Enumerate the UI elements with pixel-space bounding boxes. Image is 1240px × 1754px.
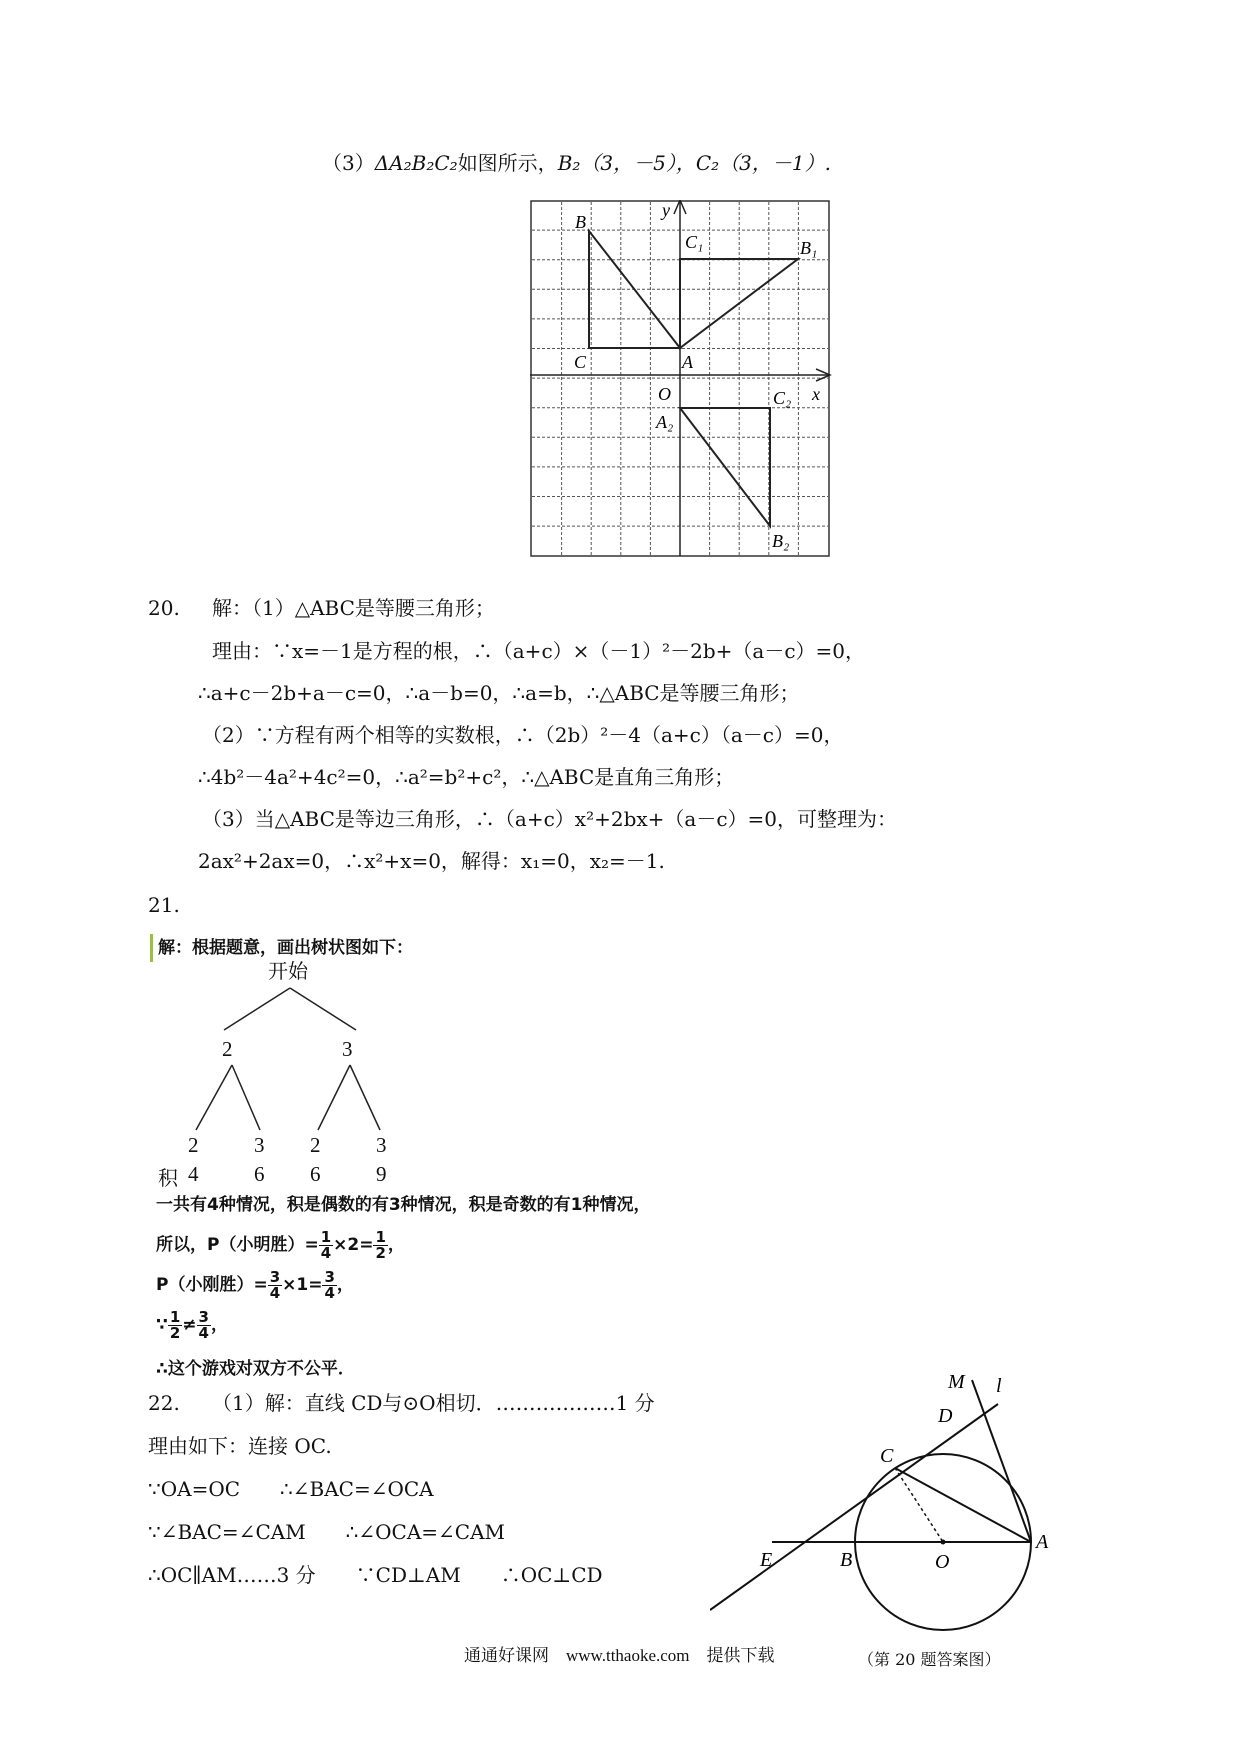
tree-product-a: 4 <box>188 1162 199 1186</box>
fig-label-d: D <box>938 1405 953 1427</box>
fig-label-o: O <box>935 1551 950 1573</box>
q20-line-4: ∴4b²－4a²+4c²=0，∴a²=b²+c²，∴△ABC是直角三角形； <box>198 765 735 789</box>
tree-edge-3-2 <box>318 1065 350 1130</box>
part3-b2: B₂（3，－5）， <box>557 151 696 175</box>
q20-line-2: ∴a+c－2b+a－c=0，∴a－b=0，∴a=b，∴△ABC是等腰三角形； <box>198 681 800 705</box>
because-frac2: $\frac{3}{4}$ <box>198 1307 209 1342</box>
part3-triangle: ΔA₂B₂C₂ <box>374 151 458 175</box>
q21-p-xiaogang <box>156 1268 354 1302</box>
label-x: x <box>812 384 820 404</box>
tree-product-label: 积 <box>158 1166 178 1190</box>
label-b2: B₂ <box>772 531 790 551</box>
tree-edge-3-3 <box>350 1065 380 1130</box>
q21-p-xiaoming <box>156 1228 405 1262</box>
tree-edge-root-3 <box>290 988 356 1030</box>
because-neq: ≠ <box>182 1315 197 1335</box>
segment-o-c <box>895 1468 943 1542</box>
label-c1: C₁ <box>685 232 704 252</box>
tree-product-b: 6 <box>254 1162 265 1186</box>
circle-tangent-figure <box>710 1372 1070 1632</box>
p-xiaogang-prefix: P（小刚胜）= <box>156 1275 268 1295</box>
part3-text: 如图所示， <box>457 151 558 175</box>
p-xiaoming-prefix: 所以，P（小明胜）= <box>156 1235 319 1255</box>
q22-line-1: 理由如下：连接 OC. <box>148 1434 332 1458</box>
label-y: y <box>662 200 670 220</box>
tree-level1-b: 3 <box>342 1037 353 1061</box>
figure-caption: （第 20 题答案图） <box>858 1650 1001 1669</box>
tree-level2-d: 3 <box>376 1133 387 1157</box>
q21-intro: 解：根据题意，画出树状图如下： <box>158 938 413 958</box>
center-point-o <box>941 1540 946 1545</box>
p-xiaoming-frac1: $\frac{1}{4}$ <box>320 1227 332 1262</box>
tree-level1-a: 2 <box>222 1037 233 1061</box>
q20-line-0: 解：（1）△ABC是等腰三角形； <box>212 596 495 620</box>
fig-label-e: E <box>760 1549 773 1571</box>
tree-root: 开始 <box>268 959 308 983</box>
p-xiaogang-frac2: $\frac{3}{4}$ <box>324 1267 335 1302</box>
q20-line-6: 2ax²+2ax=0，∴x²+x=0，解得：x₁=0，x₂=－1. <box>198 849 665 873</box>
tree-level2-b: 3 <box>254 1133 265 1157</box>
label-b: B <box>575 212 586 232</box>
tree-edge-2-3 <box>232 1065 260 1130</box>
q21-summary: 一共有4种情况，积是偶数的有3种情况，积是奇数的有1种情况， <box>156 1195 651 1215</box>
fig-label-b: B <box>840 1549 853 1571</box>
q22-line-0: （1）解：直线 CD与⊙O相切．………………1 分 <box>212 1391 655 1415</box>
p-xiaogang-frac1: $\frac{3}{4}$ <box>269 1267 281 1302</box>
p-xiaoming-frac2: $\frac{1}{2}$ <box>375 1227 386 1262</box>
coordinate-grid-figure <box>530 200 850 572</box>
label-b1: B₁ <box>800 238 818 258</box>
q21-number: 21. <box>148 893 180 917</box>
tree-diagram <box>160 960 420 1160</box>
fig-label-a: A <box>1036 1531 1049 1553</box>
because-end: ， <box>210 1315 228 1335</box>
fig-label-l: l <box>996 1375 1002 1397</box>
p-xiaoming-end: ， <box>387 1235 405 1255</box>
q22-line-4: ∴OC∥AM……3 分 ∵CD⊥AM ∴OC⊥CD <box>148 1563 603 1587</box>
page-footer: 通通好课网 www.tthaoke.com 提供下载 <box>464 1646 775 1665</box>
chord-c-a <box>895 1468 1031 1542</box>
q22-number: 22. <box>148 1391 180 1415</box>
because-frac1: $\frac{1}{2}$ <box>169 1307 181 1342</box>
q20-line-1: 理由：∵x=－1是方程的根，∴（a+c）×（－1）²－2b+（a－c）=0， <box>212 639 866 663</box>
tree-level2-c: 2 <box>310 1133 321 1157</box>
part3-c2: C₂（3，－1）. <box>695 151 831 175</box>
tree-product-d: 9 <box>376 1162 387 1186</box>
part3-line <box>322 150 831 176</box>
p-xiaogang-end: ， <box>336 1275 354 1295</box>
label-a: A <box>682 352 693 372</box>
q22-line-2: ∵OA=OC ∴∠BAC=∠OCA <box>148 1477 434 1501</box>
because-prefix: ∵ <box>156 1315 168 1335</box>
p-xiaoming-mid: ×2= <box>333 1235 374 1255</box>
tangent-line-l <box>710 1404 998 1610</box>
label-a2: A₂ <box>656 412 674 432</box>
fig-label-m: M <box>948 1372 965 1393</box>
q20-number: 20. <box>148 596 180 620</box>
q21-conclusion: ∴这个游戏对双方不公平． <box>156 1359 355 1379</box>
tree-level2-a: 2 <box>188 1133 199 1157</box>
q22-line-3: ∵∠BAC=∠CAM ∴∠OCA=∠CAM <box>148 1520 506 1544</box>
label-c: C <box>574 352 587 372</box>
q21-accent-bar <box>150 934 153 962</box>
tree-edge-2-2 <box>196 1065 232 1130</box>
part3-label: （3） <box>322 151 375 175</box>
q20-line-5: （3）当△ABC是等边三角形，∴（a+c）x²+2bx+（a－c）=0，可整理为： <box>202 807 898 831</box>
label-c2: C₂ <box>773 388 792 408</box>
tree-edge-root-2 <box>224 988 290 1030</box>
p-xiaogang-mid: ×1= <box>282 1275 323 1295</box>
tree-product-c: 6 <box>310 1162 321 1186</box>
label-o: O <box>658 384 671 404</box>
q21-because <box>156 1308 228 1342</box>
q20-line-3: （2）∵方程有两个相等的实数根，∴（2b）²－4（a+c）（a－c）=0， <box>202 723 844 747</box>
fig-label-c: C <box>880 1445 894 1467</box>
line-a-m <box>972 1380 1031 1542</box>
